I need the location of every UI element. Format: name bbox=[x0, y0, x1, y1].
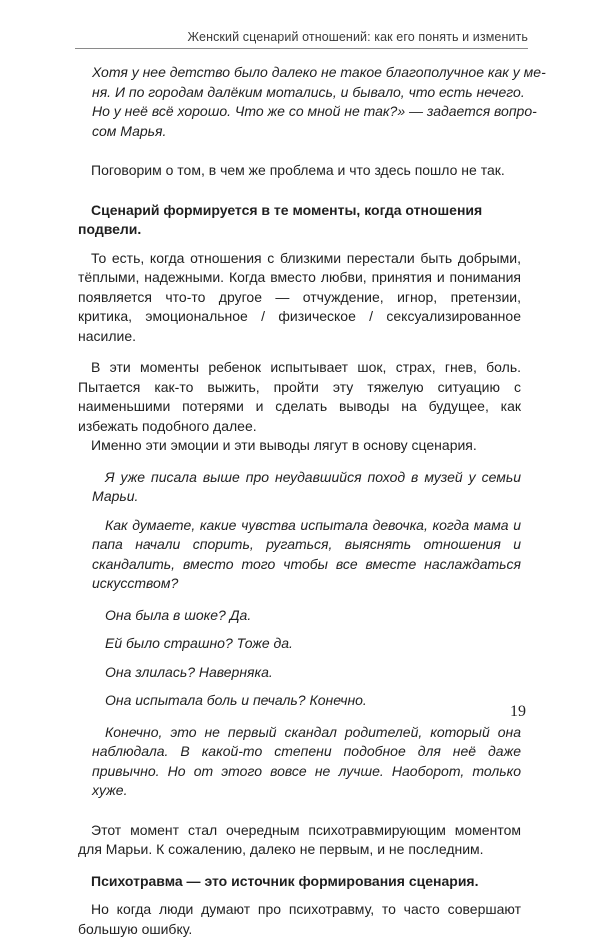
italic-paragraph: Как думаете, какие чувства испытала девочка, когда мама и папа начали спорить, ругаться, выяснять отношения и скандалить, вместо того чтобы все вместе наслаждаться искусством? bbox=[92, 516, 521, 591]
quote-line: Хотя у нее детство было далеко не такое благополучное как у ме- bbox=[92, 64, 546, 80]
heading: Сценарий формируется в те моменты, когда отношения подвели. bbox=[78, 201, 483, 237]
quote-line: Но у неё всё хорошо. Что же со мной не так?» — задается вопро- bbox=[92, 103, 537, 119]
italic-block bbox=[92, 468, 521, 801]
italic-paragraph: Я уже писала выше про неудавшийся поход в музей у семьи Марьи. bbox=[92, 468, 521, 504]
running-header: Женский сценарий отношений: как его понять и изменить bbox=[75, 30, 528, 49]
paragraph: То есть, когда отношения с близкими перестали быть добрыми, тёплыми, надежными. Когда вместо любви, принятия и понимания появляется что-то другое — отчуждение, игнор, претензии, критика, эмоциональное / физическое / сексуализированное насилие. bbox=[78, 249, 521, 344]
paragraph: Этот момент стал очередным психотравмирующим моментом для Марьи. К сожалению, далеко не первым, и не последним. bbox=[78, 821, 521, 857]
italic-paragraph: Конечно, это не первый скандал родителей, который она наблюдала. В какой-то степени подобное для неё даже привычно. Но от этого вовсе не лучше. Наоборот, только хуже. bbox=[92, 723, 521, 798]
italic-paragraph: Она была в шоке? Да. bbox=[105, 606, 252, 623]
paragraph: В эти моменты ребенок испытывает шок, страх, гнев, боль. Пытается как-то выжить, пройти эту тяжелую ситуацию с наименьшими потерями и сделать выводы на будущее, как избежать подобного далее. bbox=[78, 359, 521, 434]
quote-line: сом Марья. bbox=[92, 122, 167, 139]
heading: Психотравма — это источник формирования сценария. bbox=[91, 872, 479, 889]
opening-quote bbox=[92, 63, 546, 141]
page-number: 19 bbox=[510, 703, 526, 720]
paragraph: Но когда люди думают про психотравму, то часто совершают большую ошибку. bbox=[78, 901, 521, 937]
paragraph: Именно эти эмоции и эти выводы лягут в основу сценария. bbox=[91, 437, 477, 453]
quote-line: ня. И по городам далёким мотались, и бывало, что есть нечего. bbox=[92, 83, 525, 100]
page-body bbox=[78, 63, 546, 939]
italic-paragraph: Она испытала боль и печаль? Конечно. bbox=[105, 692, 367, 708]
paragraph: Поговорим о том, в чем же проблема и что здесь пошло не так. bbox=[91, 162, 505, 178]
italic-paragraph: Она злилась? Наверняка. bbox=[105, 663, 273, 680]
italic-paragraph: Ей было страшно? Тоже да. bbox=[105, 635, 293, 651]
